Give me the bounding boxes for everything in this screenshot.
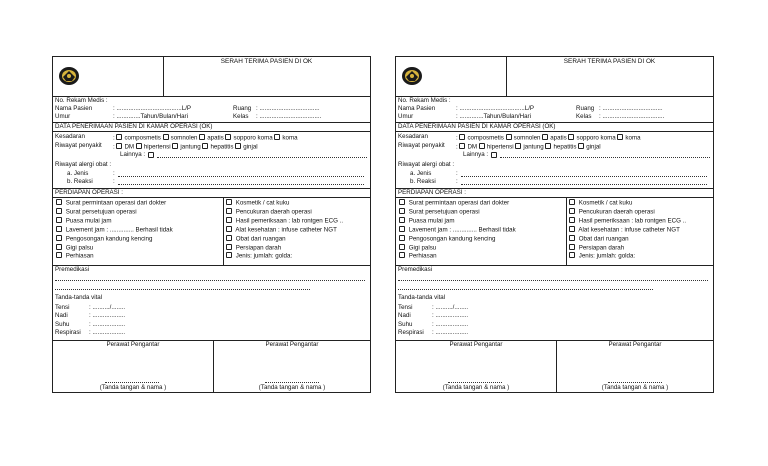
kelas-label: Kelas: [233, 113, 249, 120]
checkbox[interactable]: [399, 208, 405, 214]
premedikasi-field-2[interactable]: [55, 285, 310, 290]
checkbox[interactable]: [569, 217, 575, 223]
checklist-item[interactable]: Kosmetik / cat kuku: [569, 199, 686, 208]
checkbox[interactable]: [226, 235, 232, 241]
kesadaran-checkbox[interactable]: [116, 134, 122, 140]
checklist-item[interactable]: Puasa mulai jam: [56, 217, 173, 226]
divider: [566, 197, 567, 265]
perawat-pengantar-label: Perawat Pengantar: [608, 341, 662, 348]
checklist-item[interactable]: Lavement jam : .............. Berhasil tidak: [399, 226, 516, 235]
checklist-item[interactable]: Persiapan darah: [569, 244, 686, 253]
checkbox[interactable]: [56, 199, 62, 205]
penyakit-checkbox[interactable]: [515, 143, 521, 149]
section-data-penerimaan-title: DATA PENERIMAAN PASIEN DI KAMAR OPERASI (OK): [398, 123, 556, 130]
ttd-label: (Tanda tangan & nama ): [258, 384, 326, 391]
checklist-item[interactable]: Alat kesehatan : infuse catheter NGT: [226, 226, 343, 235]
colon: :: [113, 178, 115, 185]
checklist-item[interactable]: Gigi palsu: [399, 244, 516, 253]
vital-field[interactable]: : ........../........: [432, 304, 469, 311]
checklist-item[interactable]: Surat persetujuan operasi: [399, 208, 516, 217]
kelas-label: Kelas: [576, 113, 592, 120]
vitals-labels: [55, 304, 81, 338]
riwayat-penyakit-options: : DM hipertensi jantung hepatitis ginjal: [113, 143, 258, 151]
vital-field[interactable]: : ...................: [432, 312, 469, 320]
checkbox[interactable]: [56, 235, 62, 241]
riwayat-alergi-label: Riwayat alergi obat :: [398, 161, 455, 168]
checkbox[interactable]: [56, 244, 62, 250]
vital-label: Nadi: [55, 312, 68, 320]
checkbox[interactable]: [399, 235, 405, 241]
premedikasi-field-1[interactable]: [55, 276, 365, 281]
penyakit-checkbox[interactable]: [136, 143, 142, 149]
kelas-field[interactable]: : ....................................: [256, 113, 322, 120]
premedikasi-field-2[interactable]: [398, 285, 653, 290]
reaksi-label: b. Reaksi: [67, 178, 93, 185]
checkbox[interactable]: [399, 217, 405, 223]
checklist-item[interactable]: Surat permintaan operasi dari dokter: [56, 199, 173, 208]
logo-box: [53, 57, 164, 96]
checkbox[interactable]: [226, 208, 232, 214]
reaksi-label: b. Reaksi: [410, 178, 436, 185]
checkbox[interactable]: [226, 199, 232, 205]
checkbox[interactable]: [569, 252, 575, 258]
vital-label: Nadi: [398, 312, 411, 320]
checklist-item[interactable]: Kosmetik / cat kuku: [226, 199, 343, 208]
divider: [396, 340, 713, 341]
lainnya-checkbox[interactable]: [148, 152, 154, 158]
colon: :: [456, 170, 458, 177]
signature-line[interactable]: [448, 382, 502, 383]
penyakit-checkbox[interactable]: [235, 143, 241, 149]
perawat-pengantar-label: Perawat Pengantar: [449, 341, 503, 348]
penyakit-checkbox[interactable]: [459, 143, 465, 149]
lainnya-field[interactable]: [500, 152, 710, 158]
divider: [53, 340, 370, 341]
signature-line[interactable]: [608, 382, 662, 383]
form-header: [53, 57, 370, 97]
divider: [396, 265, 713, 266]
umur-label: Umur: [398, 113, 414, 120]
umur-field[interactable]: : ..............Tahun/Bulan/Hari: [456, 113, 531, 120]
checklist-item[interactable]: Jenis: jumlah: golda:: [569, 252, 686, 261]
nama-pasien-field[interactable]: : ......................................L/P: [113, 105, 192, 112]
vital-field[interactable]: : ...................: [432, 329, 469, 337]
checkbox[interactable]: [56, 217, 62, 223]
lainnya-field[interactable]: [157, 152, 367, 158]
checkbox[interactable]: [569, 199, 575, 205]
nama-pasien-field[interactable]: : ......................................L/P: [456, 105, 535, 112]
kesadaran-options: : composmetis somnolen apatis sopporo koma koma: [113, 134, 298, 142]
colon: :: [456, 178, 458, 185]
handover-form-left: [52, 56, 371, 393]
hospital-logo-icon: [401, 66, 423, 86]
checkbox[interactable]: [226, 226, 232, 232]
vitals-values: [432, 304, 468, 338]
checklist-item[interactable]: Perhiasan: [399, 252, 516, 261]
checklist-item[interactable]: Jenis: jumlah: golda:: [226, 252, 343, 261]
section-persiapan-title: PERDIAPAN OPERASI :: [55, 189, 123, 196]
vital-label: Suhu: [398, 320, 413, 328]
checklist-item[interactable]: Pencukuran daerah operasi: [569, 208, 686, 217]
umur-field[interactable]: : ..............Tahun/Bulan/Hari: [113, 113, 188, 120]
premedikasi-field-1[interactable]: [398, 276, 708, 281]
checklist-item[interactable]: Surat persetujuan operasi: [56, 208, 173, 217]
divider: [53, 265, 370, 266]
kesadaran-checkbox[interactable]: [199, 134, 205, 140]
tanda-vital-label: Tanda-tanda vital: [398, 294, 446, 301]
section-persiapan-title: PERDIAPAN OPERASI :: [398, 189, 466, 196]
reaksi-field[interactable]: [118, 179, 364, 185]
logo-box: [396, 57, 507, 96]
checklist-item[interactable]: Persiapan darah: [226, 244, 343, 253]
checkbox[interactable]: [226, 252, 232, 258]
ttd-label: (Tanda tangan & nama ): [601, 384, 669, 391]
riwayat-penyakit-label: Riwayat penyakit: [55, 142, 102, 149]
checklist-item[interactable]: Puasa mulai jam: [399, 217, 516, 226]
reaksi-field[interactable]: [461, 179, 707, 185]
jenis-field[interactable]: [118, 171, 364, 177]
kesadaran-checkbox[interactable]: [506, 134, 512, 140]
checklist-item[interactable]: Pencukuran daerah operasi: [226, 208, 343, 217]
ruang-field[interactable]: : ...................................: [599, 105, 663, 112]
checkbox[interactable]: [569, 208, 575, 214]
kesadaran-checkbox[interactable]: [274, 134, 280, 140]
checklist-right: [569, 199, 686, 261]
penyakit-checkbox[interactable]: [479, 143, 485, 149]
signature-line[interactable]: [105, 382, 159, 383]
premedikasi-label: Premedikasi: [55, 266, 90, 273]
divider: [53, 197, 370, 198]
checklist-item[interactable]: Alat kesehatan : infuse catheter NGT: [569, 226, 686, 235]
vital-label: Respirasi: [55, 329, 81, 337]
vitals-labels: [398, 304, 424, 338]
jenis-label: a. Jenis: [410, 170, 432, 177]
checkbox[interactable]: [399, 252, 405, 258]
vital-label: Tensi: [55, 304, 70, 311]
kesadaran-checkbox[interactable]: [617, 134, 623, 140]
perawat-pengantar-label: Perawat Pengantar: [106, 341, 160, 348]
penyakit-checkbox[interactable]: [116, 143, 122, 149]
kelas-field[interactable]: : ....................................: [599, 113, 665, 120]
checklist-item[interactable]: Pengosongan kandung kencing: [56, 235, 173, 244]
checkbox[interactable]: [226, 217, 232, 223]
checkbox[interactable]: [226, 244, 232, 250]
divider: [223, 197, 224, 265]
vital-field[interactable]: : ...................: [89, 329, 126, 337]
checkbox[interactable]: [56, 226, 62, 232]
checklist-left: [399, 199, 516, 261]
penyakit-checkbox[interactable]: [202, 143, 208, 149]
handover-form-right: [395, 56, 714, 393]
penyakit-checkbox[interactable]: [172, 143, 178, 149]
nama-pasien-label: Nama Pasien: [398, 105, 436, 112]
divider: [396, 131, 713, 132]
kesadaran-options: : composmetis somnolen apatis sopporo koma koma: [456, 134, 641, 142]
checklist-item[interactable]: Obat dari ruangan: [569, 235, 686, 244]
ruang-label: Ruang: [233, 105, 252, 112]
vital-label: Respirasi: [398, 329, 424, 337]
checklist-item[interactable]: Perhiasan: [56, 252, 173, 261]
vital-label: Suhu: [55, 320, 70, 328]
section-data-penerimaan-title: DATA PENERIMAAN PASIEN DI KAMAR OPERASI (OK): [55, 123, 213, 130]
ruang-field[interactable]: : ...................................: [256, 105, 320, 112]
checklist-item[interactable]: Lavement jam : .............. Berhasil tidak: [56, 226, 173, 235]
kesadaran-checkbox[interactable]: [568, 134, 574, 140]
ttd-label: (Tanda tangan & nama ): [442, 384, 510, 391]
hospital-logo-icon: [58, 66, 80, 86]
kesadaran-checkbox[interactable]: [225, 134, 231, 140]
kesadaran-label: Kesadaran: [398, 133, 428, 140]
premedikasi-label: Premedikasi: [398, 266, 433, 273]
umur-label: Umur: [55, 113, 71, 120]
colon: :: [113, 170, 115, 177]
ttd-label: (Tanda tangan & nama ): [99, 384, 167, 391]
divider: [53, 131, 370, 132]
checklist-right: [226, 199, 343, 261]
lainnya-label: Lainnya :: [463, 151, 489, 158]
perawat-pengantar-label: Perawat Pengantar: [265, 341, 319, 348]
rekam-medis-label: No. Rekam Medis :: [398, 97, 451, 104]
checklist-item[interactable]: Hasil pemeriksaan : lab rontgen ECG ..: [226, 217, 343, 226]
vital-field[interactable]: : ...................: [89, 320, 126, 328]
checklist-item[interactable]: Obat dari ruangan: [226, 235, 343, 244]
vital-field[interactable]: : ........../........: [89, 304, 126, 311]
penyakit-checkbox[interactable]: [578, 143, 584, 149]
checkbox[interactable]: [399, 226, 405, 232]
vitals-values: [89, 304, 125, 338]
riwayat-alergi-label: Riwayat alergi obat :: [55, 161, 112, 168]
checkbox[interactable]: [569, 244, 575, 250]
checklist-item[interactable]: Pengosongan kandung kencing: [399, 235, 516, 244]
checkbox[interactable]: [569, 235, 575, 241]
checklist-item[interactable]: Surat permintaan operasi dari dokter: [399, 199, 516, 208]
checkbox[interactable]: [56, 252, 62, 258]
lainnya-checkbox[interactable]: [491, 152, 497, 158]
checklist-left: [56, 199, 173, 261]
kesadaran-checkbox[interactable]: [163, 134, 169, 140]
jenis-label: a. Jenis: [67, 170, 89, 177]
checkbox[interactable]: [569, 226, 575, 232]
signature-line[interactable]: [265, 382, 319, 383]
vital-field[interactable]: : ...................: [89, 312, 126, 320]
rekam-medis-label: No. Rekam Medis :: [55, 97, 108, 104]
nama-pasien-label: Nama Pasien: [55, 105, 93, 112]
vital-field[interactable]: : ...................: [432, 320, 469, 328]
kesadaran-checkbox[interactable]: [542, 134, 548, 140]
riwayat-penyakit-options: : DM hipertensi jantung hepatitis ginjal: [456, 143, 601, 151]
penyakit-checkbox[interactable]: [545, 143, 551, 149]
checklist-item[interactable]: Gigi palsu: [56, 244, 173, 253]
checkbox[interactable]: [399, 244, 405, 250]
kesadaran-checkbox[interactable]: [459, 134, 465, 140]
form-title: SERAH TERIMA PASIEN DI OK: [220, 58, 313, 65]
ruang-label: Ruang: [576, 105, 595, 112]
divider: [396, 197, 713, 198]
tanda-vital-label: Tanda-tanda vital: [55, 294, 103, 301]
form-title: SERAH TERIMA PASIEN DI OK: [563, 58, 656, 65]
form-header: [396, 57, 713, 97]
riwayat-penyakit-label: Riwayat penyakit: [398, 142, 445, 149]
vital-label: Tensi: [398, 304, 413, 311]
checkbox[interactable]: [399, 199, 405, 205]
jenis-field[interactable]: [461, 171, 707, 177]
kesadaran-label: Kesadaran: [55, 133, 85, 140]
checkbox[interactable]: [56, 208, 62, 214]
lainnya-label: Lainnya :: [120, 151, 146, 158]
checklist-item[interactable]: Hasil pemeriksaan : lab rontgen ECG ..: [569, 217, 686, 226]
